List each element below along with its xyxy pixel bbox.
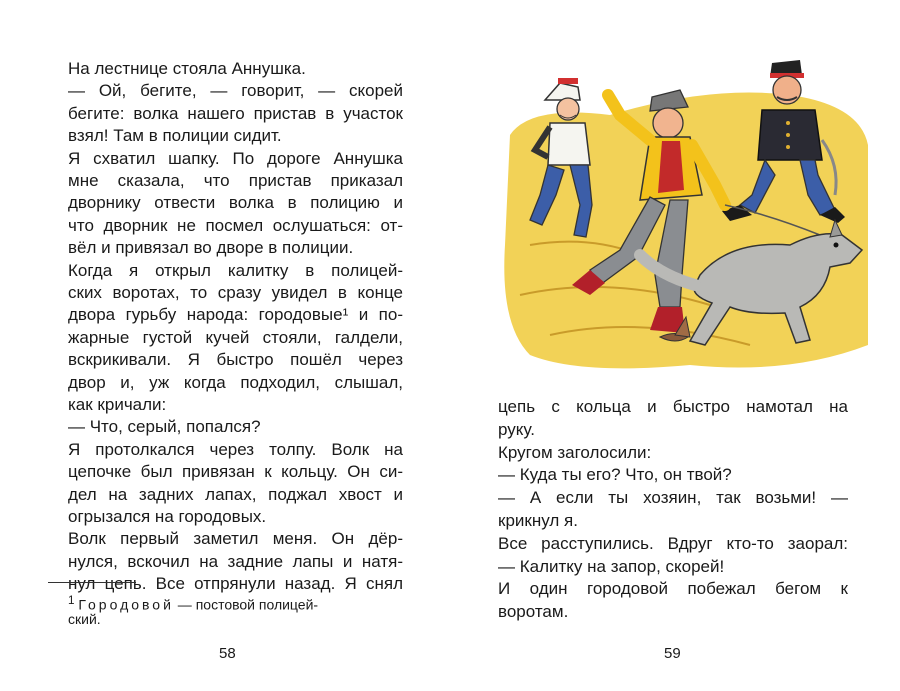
text-line: Когда я открыл калитку в полицей-: [68, 260, 403, 280]
footnote-term: Городовой: [78, 596, 174, 613]
text-line: — Что, серый, попался?: [68, 417, 261, 437]
text-line: крикнул я.: [498, 511, 578, 530]
illustration: [490, 45, 870, 390]
text-line: двора гурьбу народа: городовые¹ и по-: [68, 305, 403, 325]
text-line: взял! Там в полиции сидит.: [68, 126, 282, 146]
text-line: Я схватил шапку. По дороге Аннушка: [68, 148, 403, 168]
text-line: дворнику отвести волка в полицию и: [68, 193, 403, 213]
text-line: двор и, уж когда подходил, слышал,: [68, 372, 403, 392]
text-line: ских воротах, то сразу увидел в конце: [68, 283, 403, 302]
text-line: что дворник не посмел ослушаться: от-: [68, 215, 403, 235]
footnote-line-2: ский.: [68, 611, 101, 627]
text-line: огрызался на городовых.: [68, 507, 267, 526]
footnote-line-1: [68, 591, 318, 615]
text-line: воротам.: [498, 602, 569, 622]
text-line: вёл и привязал во дворе в полиции.: [68, 238, 354, 258]
text-line: На лестнице стояла Аннушка.: [68, 59, 306, 78]
text-line: цепочке был привязан к кольцу. Он си-: [68, 462, 403, 482]
text-line: вскрикивали. Я быстро пошёл через: [68, 350, 403, 370]
text-line: мне сказала, что пристав приказал: [68, 171, 403, 190]
text-line: нулся, вскочил на задние лапы и натя-: [68, 551, 403, 571]
text-line: Волк первый заметил меня. Он дёр-: [68, 529, 403, 549]
text-line: И один городовой побежал бегом к: [498, 579, 848, 599]
text-line: дел на задних лапах, поджал хвост и: [68, 484, 403, 504]
text-line: жарные густой кучей стояли, галдели,: [68, 327, 403, 347]
text-line: Все расступились. Вдруг кто-то заорал:: [498, 533, 848, 553]
right-page: [450, 0, 900, 691]
footnote-marker: 1: [68, 594, 75, 607]
text-line: как кричали:: [68, 395, 167, 414]
page-number-left: 58: [219, 645, 236, 662]
text-line: нул цепь. Все отпрянули назад. Я снял: [68, 574, 403, 594]
text-line: Я протолкался через толпу. Волк на: [68, 439, 403, 459]
text-line: бегите: волка нашего пристав в участок: [68, 103, 403, 123]
text-line: — А если ты хозяин, так возьми! —: [498, 488, 848, 508]
footnote-definition: — постовой полицей-: [173, 596, 319, 613]
page-number-right: 59: [664, 645, 681, 662]
text-line: цепь с кольца и быстро намотал на: [498, 397, 848, 416]
footnote-separator: [48, 582, 136, 583]
text-line: — Куда ты его? Что, он твой?: [498, 465, 732, 485]
text-line: руку.: [498, 419, 535, 439]
text-line: Кругом заголосили:: [498, 442, 652, 462]
text-line: — Ой, бегите, — говорит, — скорей: [68, 81, 403, 101]
text-line: — Калитку на запор, скорей!: [498, 556, 725, 576]
